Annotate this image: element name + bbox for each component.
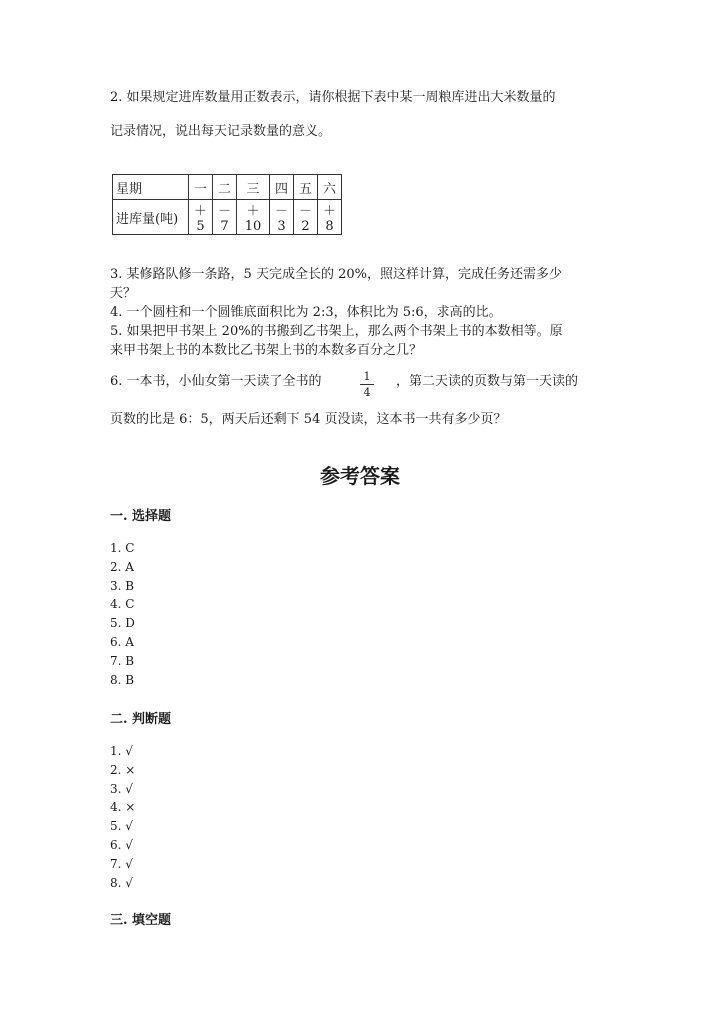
list-item: 8. √: [110, 875, 133, 890]
choice-answer-list: [110, 539, 135, 689]
list-item: 1. √: [110, 744, 133, 758]
table-row-weekday: [113, 175, 342, 200]
problem-6-part-1: 6. 一本书，小仙女第一天读了全书的: [110, 374, 322, 389]
section-choice-heading: 一. 选择题: [110, 509, 172, 524]
list-item: 5. D: [110, 616, 135, 631]
list-item: 2. ×: [110, 762, 136, 777]
problem-3-line-2: 天？: [110, 286, 137, 301]
problem-6-line-2: 页数的比是 6：5，两天后还剩下 54 页没读，这本书一共有多少页？: [110, 412, 507, 427]
problem-2-line-2: 记录情况，说出每天记录数量的意义。: [110, 124, 332, 139]
problem-6-part-2: ，第二天读的页数与第一天读的: [396, 374, 579, 389]
table-value-cell: ＋10: [237, 200, 270, 235]
table-row-label: 进库量(吨): [113, 200, 189, 235]
table-value-cell: －2: [294, 200, 318, 235]
table-value-cell: －3: [270, 200, 294, 235]
table-value-cell: －7: [213, 200, 237, 235]
problem-3-line-1: 3. 某修路队修一条路，5 天完成全长的 20%，照这样计算，完成任务还需多少: [110, 267, 562, 282]
list-item: 5. √: [110, 819, 133, 834]
grain-record-table: [112, 174, 342, 235]
list-item: 3. B: [110, 578, 135, 593]
table-value-cell: ＋8: [318, 200, 342, 235]
list-item: 7. √: [110, 856, 133, 871]
table-day-cell: 一: [189, 175, 213, 200]
fraction-denominator: 4: [363, 386, 371, 399]
table-row-quantity: [113, 200, 342, 235]
table-day-cell: 三: [237, 175, 270, 200]
list-item: 4. C: [110, 597, 135, 612]
section-fill-blank-heading: 三. 填空题: [110, 913, 172, 928]
table-day-cell: 四: [270, 175, 294, 200]
section-judgement-heading: 二. 判断题: [110, 712, 172, 727]
problem-4: 4. 一个圆柱和一个圆锥底面积比为 2:3，体积比为 5:6，求高的比。: [110, 305, 502, 320]
problem-2-line-1: 2. 如果规定进库数量用正数表示，请你根据下表中某一周粮库进出大米数量的: [110, 90, 556, 105]
fraction-bar: [360, 384, 374, 385]
table-header-label: 星期: [113, 175, 189, 200]
list-item: 6. √: [110, 837, 133, 852]
fraction-one-quarter: [360, 370, 374, 399]
table-day-cell: 六: [318, 175, 342, 200]
answers-title: 参考答案: [320, 464, 400, 488]
problem-5-line-2: 来甲书架上书的本数比乙书架上书的本数多百分之几？: [110, 343, 423, 358]
list-item: 7. B: [110, 653, 135, 668]
table-value-cell: ＋5: [189, 200, 213, 235]
list-item: 4. ×: [110, 800, 136, 815]
judgement-answer-list: [110, 742, 135, 892]
list-item: 1. C: [110, 541, 135, 555]
table-day-cell: 二: [213, 175, 237, 200]
list-item: 2. A: [110, 559, 134, 574]
list-item: 6. A: [110, 634, 134, 649]
list-item: 8. B: [110, 672, 135, 687]
fraction-numerator: 1: [363, 370, 371, 383]
list-item: 3. √: [110, 781, 133, 796]
problem-5-line-1: 5. 如果把甲书架上 20%的书搬到乙书架上，那么两个书架上书的本数相等。原: [110, 324, 563, 339]
table-day-cell: 五: [294, 175, 318, 200]
